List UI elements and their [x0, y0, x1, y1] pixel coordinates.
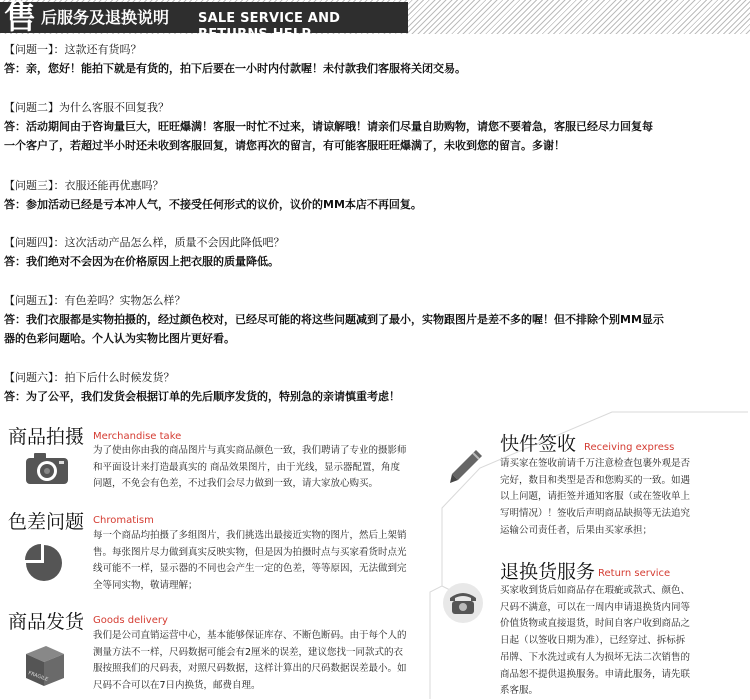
- section-body-photo: [93, 443, 407, 493]
- section-body-receive: [500, 456, 690, 540]
- faq-item-5: [4, 291, 664, 348]
- faq-answer: 答：参加活动已经是亏本冲人气，不接受任何形式的议价，议价的MM本店不再回复。: [4, 198, 422, 211]
- text-line: 每一个商品均拍摄了多组图片，我们挑选出最接近实物的图片，然后上架销: [93, 530, 407, 541]
- text-line: 吊牌、下水洗过或有人为损坏无法二次销售的: [500, 651, 691, 663]
- text-line: 全等同实物，敬请理解；: [93, 580, 198, 592]
- section-title-delivery: 商品发货: [8, 611, 85, 633]
- text-line: 为了使由你由我的商品图片与真实商品颜色一致，我们聘请了专业的摄影师: [93, 445, 407, 456]
- text-line: 和平面设计来打造最真实的 商品效果图片，由于光线，显示器配置，角度: [93, 461, 401, 473]
- pen-icon: [446, 446, 486, 490]
- section-en-photo: Merchandise take: [93, 431, 182, 442]
- faq-answer: 答：我们绝对不会因为在价格原因上把衣服的质量降低。: [4, 255, 279, 268]
- text-line: 以上问题，请拒签并通知客服（或在签收单上: [500, 491, 691, 503]
- pie-chart-icon: [22, 541, 66, 589]
- text-line: 问题，不免会有色差，不过我们会尽力做到一致，请大家放心购买。: [93, 478, 379, 490]
- faq-question: 【问题六】：拍下后什么时候发货？: [4, 371, 175, 384]
- faq-question: 【问题四】：这次活动产品怎么样，质量不会因此降低吧？: [4, 236, 285, 249]
- faq-item-3: [4, 176, 422, 214]
- section-body-color: [93, 528, 407, 595]
- text-line: 尺码不合可以在7日内换货，邮费自理。: [93, 680, 261, 692]
- text-line: 我们是公司直销运营中心，基本能够保证库存、不断色断码。由于每个人的: [93, 630, 407, 641]
- faq-answer: 答：我们衣服都是实物拍摄的，经过颜色校对，已经尽可能的将这些问题减到了最小，实物跟图片是差不多的喔！但不排除个别MM显示: [4, 313, 664, 326]
- faq-question: 【问题三】：衣服还能再优惠吗？: [4, 179, 164, 192]
- header-title-cn: 后服务及退换说明: [41, 8, 170, 27]
- section-title-receive: 快件签收: [500, 433, 577, 455]
- section-title-returns: 退换货服务: [500, 561, 596, 583]
- text-line: 尺码不满意，可以在一周内申请退换货内同等: [500, 601, 691, 613]
- telephone-icon: [442, 582, 484, 628]
- text-line: 系客服。: [500, 685, 539, 697]
- section-title-color: 色差问题: [8, 511, 85, 533]
- header-big-char: 售: [4, 0, 37, 36]
- camera-icon: [24, 448, 70, 492]
- text-line: 线可能不一样，显示器的不同也会产生一定的色差，等等原因，无法做到完: [93, 563, 407, 575]
- faq-item-4: [4, 233, 285, 271]
- faq-answer: 器的色彩问题哈。个人认为实物比图片更好看。: [4, 332, 235, 345]
- faq-item-1: [4, 40, 466, 78]
- section-en-returns: Return service: [598, 568, 671, 579]
- section-en-receive: Receiving express: [584, 442, 675, 453]
- box-label: FRAGILE: [27, 670, 49, 683]
- text-line: 测量方法不一样，尺码数据可能会有2厘米的误差，建议您找一同款式的衣: [93, 646, 404, 658]
- header-bar: [0, 0, 408, 42]
- section-body-returns: [500, 583, 690, 700]
- faq-answer: 答：亲，您好！能拍下就是有货的，拍下后要在一小时内付款喔！未付款我们客服将关闭交易。: [4, 62, 466, 75]
- header-banner: [0, 0, 750, 42]
- section-en-delivery: Goods delivery: [93, 615, 168, 626]
- section-en-color: Chromatism: [93, 515, 154, 526]
- text-line: 写明情况）！签收后声明商品缺损等无法追究: [500, 508, 691, 520]
- faq-answer: 答：活动期间由于咨询量巨大，旺旺爆满！客服一时忙不过来，请谅解哦！请亲们尽量自助购物，请您不要着急，客服已经尽力回复每: [4, 120, 653, 133]
- faq-answer: 答：为了公平，我们发货会根据订单的先后顺序发货的，特别急的亲请慎重考虑！: [4, 390, 400, 403]
- faq-question: 【问题五】：有色差吗？实物怎么样？: [4, 294, 186, 307]
- text-line: 价值货物或直接退货，时间自客户收到商品之: [500, 618, 691, 630]
- section-title-photo: 商品拍摄: [8, 426, 85, 448]
- faq-answer: 一个客户了，若超过半小时还未收到客服回复，请您再次的留言，有可能客服旺旺爆满了，未收到您的留言。多谢！: [4, 139, 565, 152]
- section-body-delivery: [93, 628, 407, 695]
- text-line: 完好，数目和类型是否和您购买的一致。如遇: [500, 474, 691, 486]
- text-line: 服按照我们的尺码表，对照尺码数据，这样计算出的尺码数据误差最小。如: [93, 663, 407, 675]
- header-title-en: SALE SERVICE AND RETURNS HELP: [198, 11, 341, 42]
- text-line: 运输公司责任者，后果由买家承担；: [500, 524, 653, 536]
- text-line: 请买家在签收前请千万注意检查包裹外观是否: [500, 458, 691, 469]
- package-box-icon: [22, 642, 68, 692]
- text-line: 商品恕不提供退换服务。申请此服务，请先联: [500, 668, 691, 680]
- faq-item-2: [4, 98, 653, 155]
- faq-question: 【问题二】为什么客服不回复我？: [4, 101, 169, 114]
- text-line: 日起（以签收日期为准），已经穿过、拆标拆: [500, 635, 686, 647]
- faq-question: 【问题一】：这款还有货吗？: [4, 43, 142, 56]
- text-line: 买家收到货后如商品存在瑕疵或款式、颜色、: [500, 585, 691, 596]
- faq-item-6: [4, 368, 400, 406]
- text-line: 售。每张图片尽力做到真实反映实物，但是因为拍摄时点与买家看货时点光: [93, 546, 407, 558]
